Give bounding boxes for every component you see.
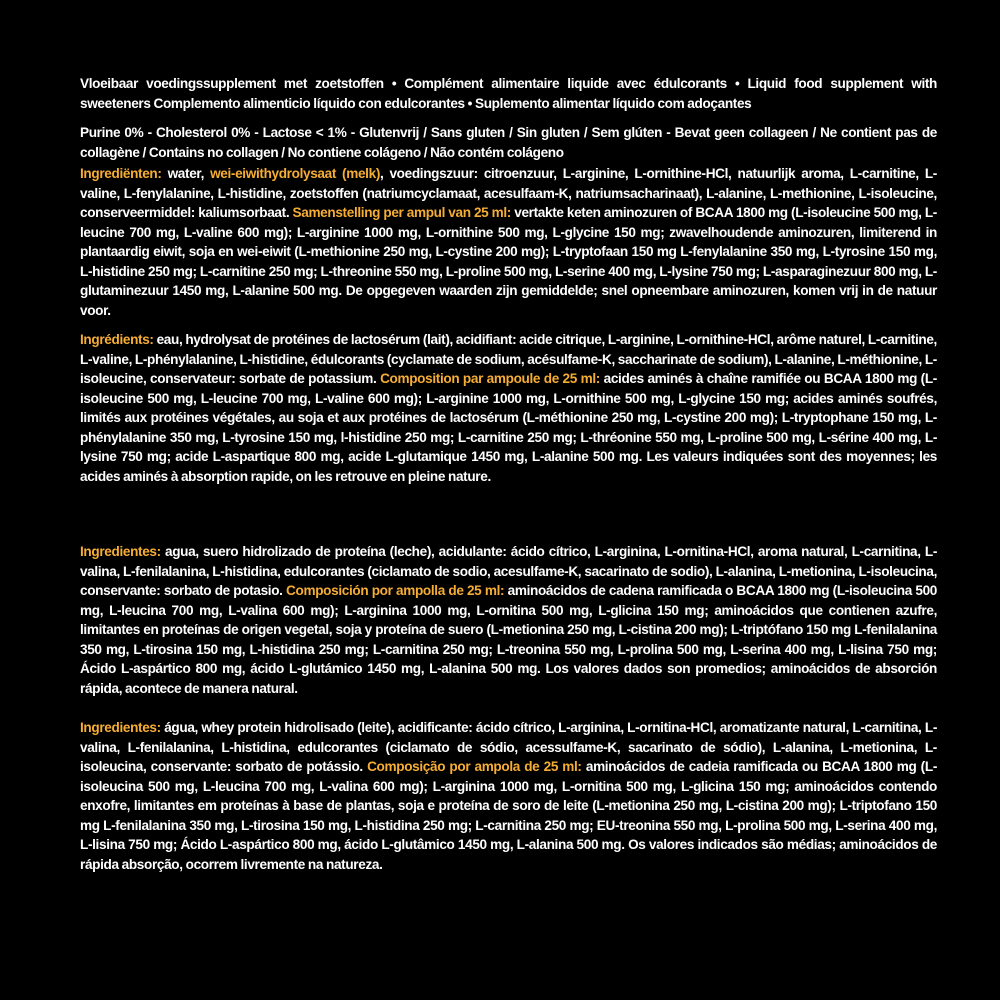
composition-text-french: acides aminés à chaîne ramifiée ou BCAA 1800 mg (L-isoleucine 500 mg, L-leucine 700 mg, L-valine 600 mg); L-arginine 1000 mg, L-ornithine 500 mg, L-glycine 150 mg; acides aminés soufrés, limités aux protéines végétales, au soja et aux protéines de lactosérum (L-méthionine 250 mg, L-cystine 200 mg); L-tryptophane 150 mg, L-phénylalanine 350 mg, L-tyrosine 150 mg, l-histidine 250 mg; L-carnitine 250 mg; L-thréonine 550 mg, L-proline 500 mg, L-sérine 400 mg, L-lysine 750 mg; acide L-aspartique 800 mg, acide L-glutamique 1450 mg, L-alanine 500 mg. Les valeurs indiquées sont des moyennes; les acides aminés à absorption rapide, on les retrouve en pleine nature. <box>80 371 937 484</box>
ingredients-french <box>80 330 937 486</box>
whey-label-dutch: wei-eiwithydrolysaat (melk) <box>210 166 380 181</box>
ingredients-text-dutch-1: water, <box>161 166 211 181</box>
composition-text-spanish: aminoácidos de cadena ramificada o BCAA 1800 mg (L-isoleucina 500 mg, L-leucina 700 mg, L-valina 600 mg); L-arginina 1000 mg, L-ornitina 500 mg, L-glicina 150 mg; aminoácidos que contienen azufre, limitantes en proteínas de origen vegetal, soja y proteína de suero (L-metionina 250 mg, L-cistina 200 mg); L-triptófano 150 mg L-fenilalanina 350 mg, L-tirosina 150 mg, L-histidina 250 mg; L-carnitina 250 mg; L-treonina 550 mg, L-prolina 500 mg, L-serina 400 mg, L-lisina 750 mg; Ácido L-aspártico 800 mg, ácido L-glutámico 1450 mg, L-alanina 500 mg. Los valores dados son promedios; aminoácidos de absorción rápida, acontece de manera natural. <box>80 583 937 696</box>
ingredients-dutch <box>80 164 937 320</box>
ingredients-text-spanish: agua, suero hidrolizado de proteína (leche), acidulante: ácido cítrico, L-arginina, L-ornitina-HCl, aroma natural, L-carnitina, L-valina, L-fenilalanina, L-histidina, edulcorantes (ciclamato de sodio, acesulfame-K, sacarinato de sodio), L-alanina, L-metionina, L-isoleucina, conservante: sorbato de potasio. <box>80 544 937 598</box>
free-from-text: Purine 0% - Cholesterol 0% - Lactose < 1% - Glutenvrij / Sans gluten / Sin gluten / Sem glúten - Bevat geen collageen / Ne contient pas de collagène / Contains no collagen / No contiene colágeno / Não contém colágeno <box>80 125 937 160</box>
ingredients-label-dutch: Ingrediënten: <box>80 166 162 181</box>
free-from-claims <box>80 123 937 162</box>
ingredients-label-portuguese: Ingredientes: <box>80 720 161 735</box>
ingredients-text-dutch-2: , voedingszuur: citroenzuur, L-arginine, L-ornithine-HCl, natuurlijk aroma, L-carnitine, L-valine, L-fenylalanine, L-histidine, zoetstoffen (natriumcyclamaat, acesulfaam-K, natriumsacharinaat), L-alanine, L-methionine, L-isoleucine, conserveermiddel: kaliumsorbaat. <box>80 166 937 220</box>
ingredients-portuguese <box>80 718 937 874</box>
composition-label-spanish: Composición por ampolla de 25 ml: <box>286 583 505 598</box>
composition-text-dutch: vertakte keten aminozuren of BCAA 1800 mg (L-isoleucine 500 mg, L-leucine 700 mg, L-valine 600 mg); L-arginine 1000 mg, L-ornithine 500 mg, L-glycine 150 mg; zwavelhoudende aminozuren, limiterend in plantaardig eiwit, soja en wei-eiwit (L-methionine 250 mg, L-cystine 200 mg); L-tryptofaan 150 mg L-fenylalanine 350 mg, L-tyrosine 150 mg, L-histidine 250 mg; L-carnitine 250 mg; L-threonine 550 mg, L-proline 500 mg, L-serine 400 mg, L-lysine 750 mg; L-asparaginezuur 800 mg, L-glutaminezuur 1450 mg, L-alanine 500 mg. De opgegeven waarden zijn gemiddelde; snel opneembare aminozuren, komen vrij in de natuur voor. <box>80 205 937 318</box>
composition-label-portuguese: Composição por ampola de 25 ml: <box>367 759 582 774</box>
product-description-text: Vloeibaar voedingssupplement met zoetstoffen • Complément alimentaire liquide avec édulcorants • Liquid food supplement with sweeteners Complemento alimenticio líquido con edulcorantes • Suplemento alimentar líquido com adoçantes <box>80 76 937 111</box>
composition-label-dutch: Samenstelling per ampul van 25 ml: <box>292 205 511 220</box>
ingredients-text-portuguese: água, whey protein hidrolisado (leite), acidificante: ácido cítrico, L-arginina, L-ornitina-HCl, aromatizante natural, L-carnitina, L-valina, L-fenilalanina, L-histidina, edulcorantes (ciclamato de sódio, acessulfame-K, sacarinato de sódio), L-alanina, L-metionina, L-isoleucina, conservante: sorbato de potássio. <box>80 720 937 774</box>
composition-label-french: Composition par ampoule de 25 ml: <box>380 371 600 386</box>
ingredients-spanish <box>80 542 937 698</box>
label-text-panel <box>80 74 937 874</box>
ingredients-label-spanish: Ingredientes: <box>80 544 161 559</box>
composition-text-portuguese: aminoácidos de cadeia ramificada ou BCAA 1800 mg (L-isoleucina 500 mg, L-leucina 700 mg, L-valina 600 mg); L-arginina 1000 mg, L-ornitina 500 mg, L-glicina 150 mg; aminoácidos contendo enxofre, limitantes em proteínas à base de plantas, soja e proteína de soro de leite (L-metionina 250 mg, L-cistina 200 mg); L-triptofano 150 mg L-fenilalanina 350 mg, L-tirosina 150 mg, L-histidina 250 mg; L-carnitina 250 mg; EU-treonina 550 mg, L-prolina 500 mg, L-serina 400 mg, L-lisina 750 mg; Ácido L-aspártico 800 mg, ácido L-glutâmico 1450 mg, L-alanina 500 mg. Os valores indicados são médias; aminoácidos de rápida absorção, ocorrem livremente na natureza. <box>80 759 937 872</box>
ingredients-label-french: Ingrédients: <box>80 332 154 347</box>
product-description <box>80 74 937 113</box>
ingredients-text-french: eau, hydrolysat de protéines de lactosérum (lait), acidifiant: acide citrique, L-arginine, L-ornithine-HCl, arôme naturel, L-carnitine, L-valine, L-phénylalanine, L-histidine, édulcorants (cyclamate de sodium, acésulfame-K, saccharinate de sodium), L-alanine, L-méthionine, L-isoleucine, conservateur: sorbate de potassium. <box>80 332 937 386</box>
